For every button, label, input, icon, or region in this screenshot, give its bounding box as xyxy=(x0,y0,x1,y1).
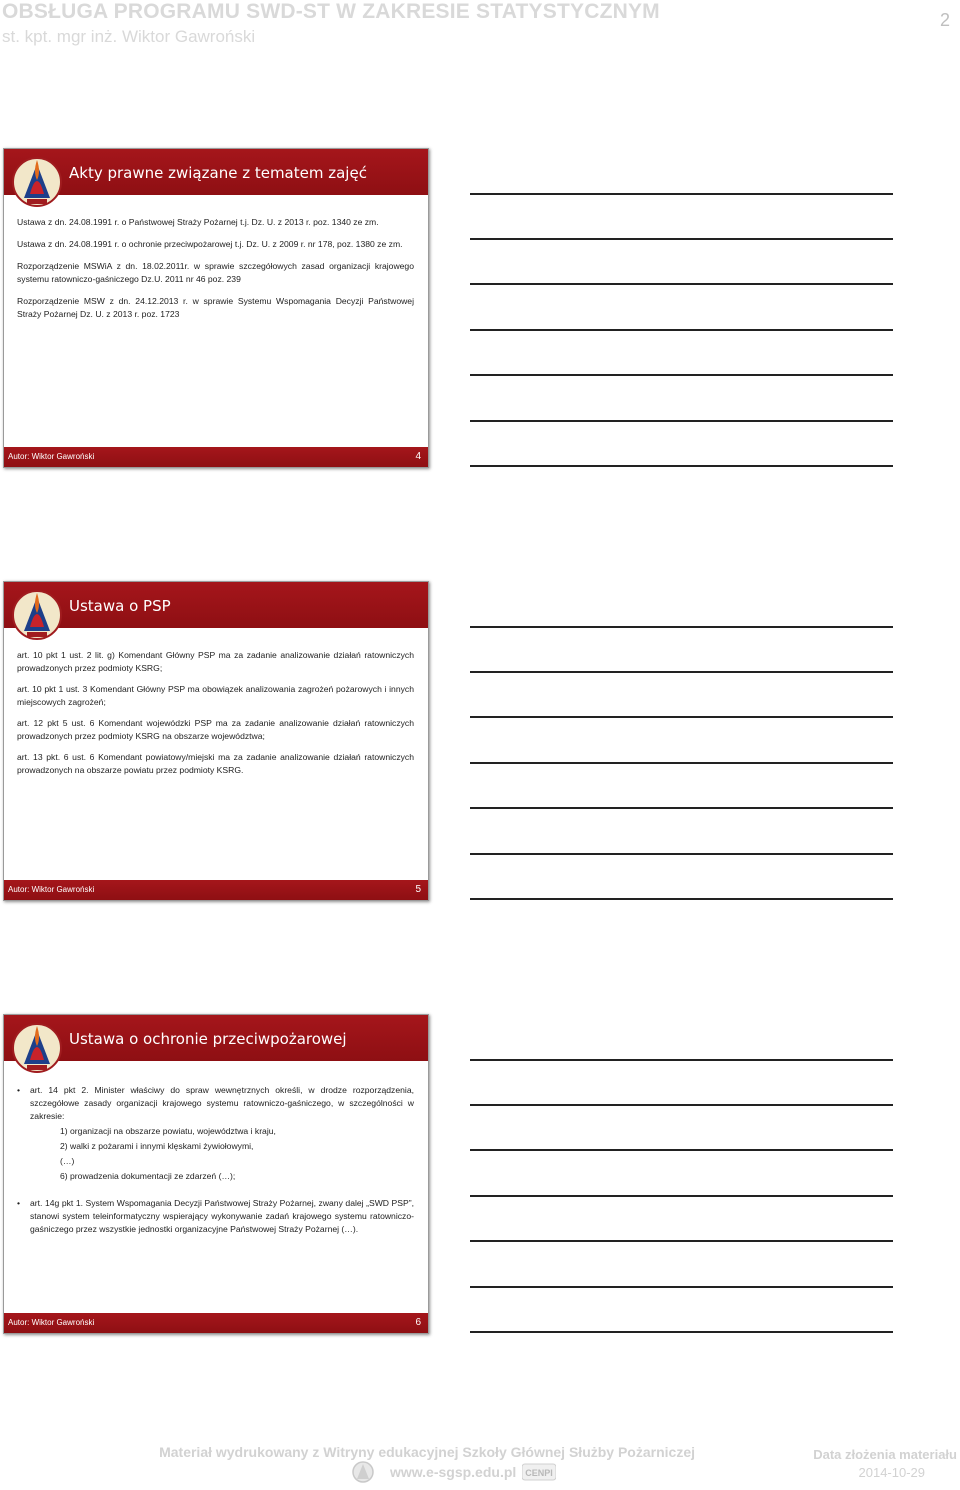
website-link[interactable]: www.e-sgsp.edu.pl xyxy=(390,1464,517,1480)
slide-5 xyxy=(3,581,429,901)
note-line xyxy=(470,1331,893,1333)
note-line xyxy=(470,762,893,764)
note-line xyxy=(470,238,893,240)
note-line xyxy=(470,1195,893,1197)
slide-6 xyxy=(3,1014,429,1334)
sub-item: 1) organizacji na obszarze powiatu, województwa i kraju, xyxy=(60,1126,276,1136)
cenpi-logo-text: CENPI xyxy=(525,1468,553,1478)
bullet-text: art. 14 pkt 2. Minister właściwy do spraw wewnętrznych określi, w drodze rozporządzenia, szczegółowe zasady organizacji krajowego systemu ratowniczo-gaśniczego, w szczególności w zakresie: xyxy=(30,1085,414,1121)
sgsp-emblem-icon xyxy=(10,154,68,210)
slide-title: Akty prawne związane z tematem zajęć xyxy=(69,164,367,182)
date-value: 2014-10-29 xyxy=(858,1465,925,1480)
cenpi-logo-icon xyxy=(522,1462,556,1482)
legal-article-item: art. 10 pkt 1 ust. 3 Komendant Główny PSP ma obowiązek analizowania zagrożeń pożarowych i innych miejscowych zagrożeń; xyxy=(17,684,414,707)
note-line xyxy=(470,465,893,467)
slide-body xyxy=(17,216,414,330)
legal-act-item: Ustawa z dn. 24.08.1991 r. o Państwowej Straży Pożarnej t.j. Dz. U. z 2013 r. poz. 1340 ze zm. xyxy=(17,217,379,227)
note-line xyxy=(470,898,893,900)
note-line xyxy=(470,671,893,673)
note-line xyxy=(470,1149,893,1151)
legal-article-item: art. 13 pkt. 6 ust. 6 Komendant powiatowy/miejski ma za zadanie analizowanie działań ratowniczych prowadzonych na obszarze powiatu przez podmioty KSRG. xyxy=(17,752,414,775)
print-source-text: Materiał wydrukowany z Witryny edukacyjnej Szkoły Głównej Służby Pożarniczej xyxy=(159,1444,695,1460)
sgsp-logo-icon xyxy=(350,1460,376,1484)
footer-author: Autor: Wiktor Gawroński xyxy=(8,885,95,894)
note-line xyxy=(470,716,893,718)
sub-item: (…) xyxy=(60,1156,75,1166)
slide-body xyxy=(17,649,414,785)
legal-act-item: Rozporządzenie MSWiA z dn. 18.02.2011r. w sprawie szczegółowych zasad organizacji krajowego systemu ratowniczo-gaśniczego Dz.U. 2011 nr 46 poz. 239 xyxy=(17,261,414,284)
legal-article-item: art. 10 pkt 1 ust. 2 lit. g) Komendant Główny PSP ma za zadanie analizowanie działań ratowniczych prowadzonych przez podmioty KSRG; xyxy=(17,650,414,673)
sub-item: 6) prowadzenia dokumentacji ze zdarzeń (…); xyxy=(60,1171,236,1181)
sub-item: 2) walki z pożarami i innymi klęskami żywiołowymi, xyxy=(60,1141,254,1151)
note-line xyxy=(470,193,893,195)
slide-title: Ustawa o PSP xyxy=(69,597,171,615)
page-number: 2 xyxy=(939,10,950,30)
note-line xyxy=(470,420,893,422)
note-line xyxy=(470,626,893,628)
legal-act-item: Ustawa z dn. 24.08.1991 r. o ochronie przeciwpożarowej t.j. Dz. U. z 2009 r. nr 178, poz. 1380 ze zm. xyxy=(17,239,403,249)
note-line xyxy=(470,1059,893,1061)
slide-footer xyxy=(4,447,428,467)
legal-act-item: Rozporządzenie MSW z dn. 24.12.2013 r. w sprawie Systemu Wspomagania Decyzji Państwowej Straży Pożarnej Dz. U. z 2013 r. poz. 1723 xyxy=(17,296,414,319)
footer-author: Autor: Wiktor Gawroński xyxy=(8,452,95,461)
note-line xyxy=(470,1286,893,1288)
slide-title: Ustawa o ochronie przeciwpożarowej xyxy=(69,1030,347,1048)
legal-article-item: art. 12 pkt 5 ust. 6 Komendant wojewódzki PSP ma za zadanie analizowanie działań ratowniczych prowadzonych przez podmioty KSRG na obszarze województwa; xyxy=(17,718,414,741)
bullet-item xyxy=(17,1084,414,1183)
note-line xyxy=(470,1240,893,1242)
note-line xyxy=(470,329,893,331)
slide-number: 6 xyxy=(415,1317,421,1328)
document-author: st. kpt. mgr inż. Wiktor Gawroński xyxy=(2,27,256,46)
slide-body xyxy=(17,1084,414,1246)
sgsp-emblem-icon xyxy=(10,1020,68,1076)
note-line xyxy=(470,853,893,855)
slide-footer xyxy=(4,1313,428,1333)
note-line xyxy=(470,807,893,809)
note-line xyxy=(470,374,893,376)
slide-number: 5 xyxy=(415,884,421,895)
note-line xyxy=(470,283,893,285)
slide-number: 4 xyxy=(415,451,421,462)
date-label: Data złożenia materiału xyxy=(813,1447,957,1462)
slide-4 xyxy=(3,148,429,468)
document-title: OBSŁUGA PROGRAMU SWD-ST W ZAKRESIE STATYSTYCZNYM xyxy=(2,0,660,23)
bullet-text: art. 14g pkt 1. System Wspomagania Decyzji Państwowej Straży Pożarnej, zwany dalej „SWD PSP”, stanowi system teleinformatyczny wspierający wykonywanie zadań krajowego systemu ratowniczo-gaśniczego przez wszystkie jednostki organizacyjne Państwowej Straży Pożarnej (…). xyxy=(30,1198,414,1234)
footer-author: Autor: Wiktor Gawroński xyxy=(8,1318,95,1327)
slide-footer xyxy=(4,880,428,900)
bullet-item xyxy=(17,1197,414,1236)
sgsp-emblem-icon xyxy=(10,587,68,643)
note-line xyxy=(470,1104,893,1106)
